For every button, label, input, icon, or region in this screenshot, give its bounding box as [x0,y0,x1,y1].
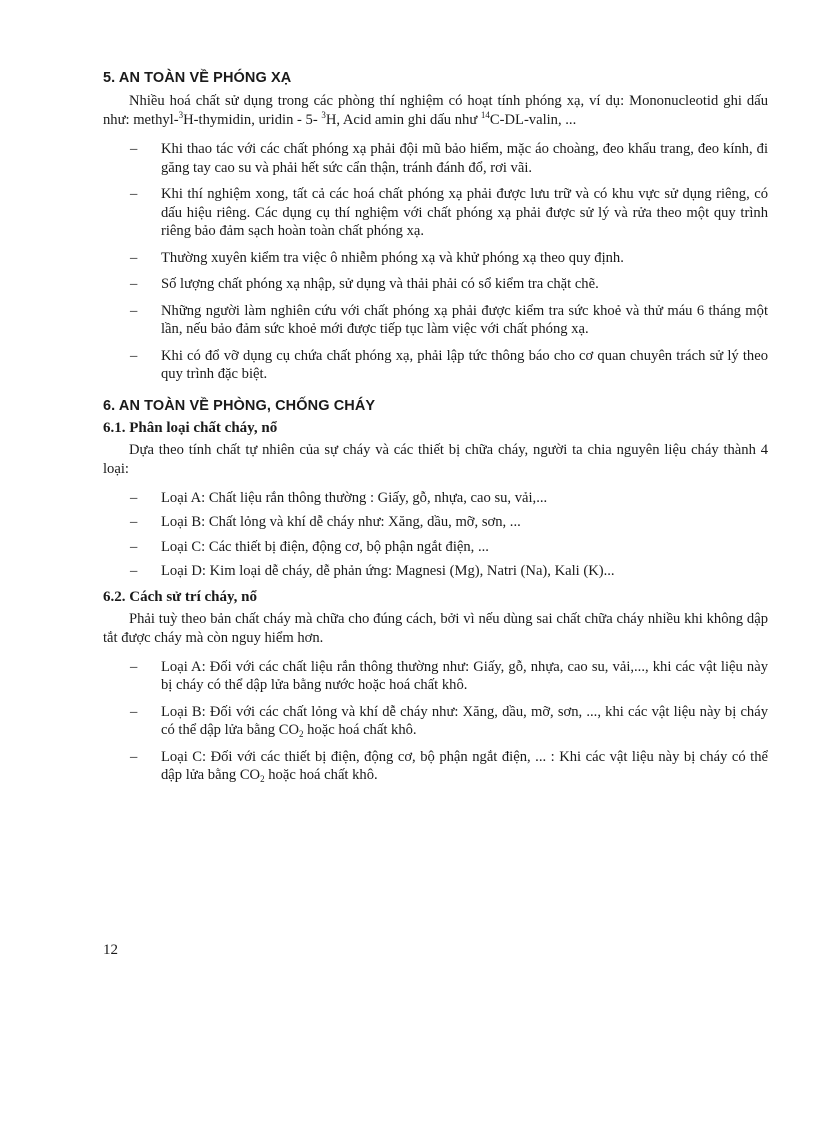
page-number: 12 [103,942,118,958]
list-item: – Loại B: Đối với các chất lỏng và khí dễ cháy như: Xăng, dầu, mỡ, sơn, ..., khi các vật liệu này bị cháy có thể dập lửa bằng $CO_2$ hoặc hoá chất khô. [130,703,768,739]
list-item: – Khi có đổ vỡ dụng cụ chứa chất phóng xạ, phải lập tức thông báo cho cơ quan chuyên trách sử lý theo quy trình đặc biệt. [130,347,768,382]
list-item: – Thường xuyên kiểm tra việc ô nhiễm phóng xạ và khử phóng xạ theo quy định. [130,249,624,266]
subsection-6-1-heading: 6.1. Phân loại chất cháy, nổ [103,419,278,436]
list-item: – Số lượng chất phóng xạ nhập, sử dụng và thải phải có sổ kiểm tra chặt chẽ. [130,276,599,292]
section-6-heading: 6. AN TOÀN VỀ PHÒNG, CHỐNG CHÁY [103,397,376,414]
subsection-6-1-intro: Dựa theo tính chất tự nhiên của sự cháy và các thiết bị chữa cháy, người ta chia nguyên liệu cháy thành 4 loại: [103,441,768,477]
section-5-list [103,140,768,384]
list-item: – Loại A: Đối với các chất liệu rắn thông thường như: Giấy, gỗ, nhựa, cao su, vải,..., khi các vật liệu này bị cháy có thể dập lửa bằng nước hoặc hoá chất khô. [130,658,768,693]
list-item: – Khi thí nghiệm xong, tất cả các hoá chất phóng xạ phải được lưu trữ và có khu vực sử dụng riêng, có dấu hiệu riêng. Các dụng cụ thí nghiệm với chất phóng xạ phải được sử lý và rửa theo một quy trình riêng bảo đảm sạch hoàn toàn chất phóng xạ. [130,186,768,239]
subsection-6-1-list [103,489,768,581]
list-item: – Loại C: Đối với các thiết bị điện, động cơ, bộ phận ngắt điện, ... : Khi các vật liệu này bị cháy có thể dập lửa bằng $CO_2$ hoặc hoá chất khô. [130,748,768,784]
list-item: – Loại B: Chất lỏng và khí dễ cháy như: Xăng, dầu, mỡ, sơn, ... [130,514,521,530]
section-5-heading: 5. AN TOÀN VỀ PHÓNG XẠ [103,70,292,86]
list-item: – Khi thao tác với các chất phóng xạ phải đội mũ bảo hiểm, mặc áo choàng, đeo khẩu trang, đeo kính, đi găng tay cao su và phải hết sức cẩn thận, tránh đánh đổ, rơi vãi. [130,141,768,176]
list-item: – Loại A: Chất liệu rắn thông thường : Giấy, gỗ, nhựa, cao su, vải,... [130,489,548,506]
subsection-6-2-list [103,658,768,785]
list-item: – Những người làm nghiên cứu với chất phóng xạ phải được kiểm tra sức khoẻ và thử máu 6 tháng một lần, nếu bảo đảm sức khoẻ mới được tiếp tục làm việc với chất phóng xạ. [130,302,768,337]
subsection-6-2-intro: Phải tuỳ theo bản chất cháy mà chữa cho đúng cách, bởi vì nếu dùng sai chất chữa cháy nhiều khi không dập tắt được cháy mà còn nguy hiểm hơn. [103,610,768,646]
section-5-intro: Nhiều hoá chất sử dụng trong các phòng thí nghiệm có hoạt tính phóng xạ, ví dụ: Mononucleotid ghi dấu như: methyl-$^3$H-thymidin, uridin - 5- $^3$H, Acid amin ghi dấu như $^{14}$C-DL-valin, ... [103,93,768,128]
page-body [103,70,768,793]
subsection-6-2-heading: 6.2. Cách sử trí cháy, nổ [103,588,258,605]
list-item: – Loại D: Kim loại dễ cháy, dễ phản ứng: Magnesi (Mg), Natri (Na), Kali (K)... [130,563,615,579]
list-item: – Loại C: Các thiết bị điện, động cơ, bộ phận ngắt điện, ... [130,538,489,555]
